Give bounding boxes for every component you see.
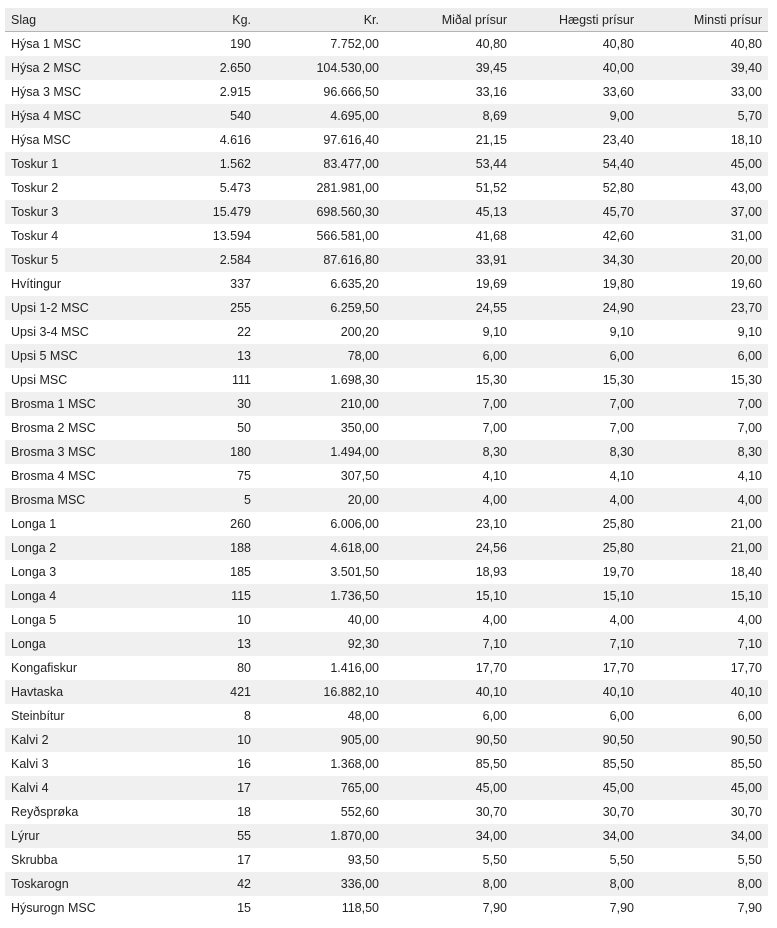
- column-header-species: Slag: [5, 8, 133, 32]
- cell-kr: 1.494,00: [257, 440, 385, 464]
- cell-highest-price: 90,50: [513, 728, 640, 752]
- table-row: [5, 776, 768, 800]
- table-row: [5, 680, 768, 704]
- cell-highest-price: 42,60: [602, 229, 634, 243]
- table-row: [5, 392, 768, 416]
- table-row: [5, 368, 768, 392]
- cell-lowest-price: 43,00: [730, 181, 762, 195]
- cell-average-price: 7,00: [482, 421, 507, 435]
- cell-average-price: 45,00: [385, 776, 513, 800]
- table-row: [5, 464, 768, 488]
- cell-lowest-price: 6,00: [737, 709, 762, 723]
- cell-species: Toskur 5: [5, 248, 133, 272]
- cell-kr: 4.695,00: [257, 104, 385, 128]
- cell-highest-price: 7,00: [513, 392, 640, 416]
- table-row: [5, 536, 768, 560]
- table-row: [5, 32, 768, 57]
- table-row: [5, 896, 768, 920]
- cell-kg: 30: [133, 392, 257, 416]
- cell-lowest-price: 40,80: [730, 37, 762, 51]
- cell-kg: 1.562: [133, 152, 257, 176]
- cell-kg: 180: [133, 440, 257, 464]
- cell-species: Longa 5: [11, 613, 57, 627]
- cell-kr: 83.477,00: [257, 152, 385, 176]
- cell-highest-price: 45,00: [513, 776, 640, 800]
- cell-average-price: 8,69: [385, 104, 513, 128]
- cell-average-price: 7,90: [482, 901, 507, 915]
- cell-species: Toskur 2: [11, 181, 59, 195]
- cell-species: Longa 2: [5, 536, 133, 560]
- cell-lowest-price: 15,10: [640, 584, 768, 608]
- cell-average-price: 15,30: [475, 373, 507, 387]
- cell-lowest-price: 30,70: [730, 805, 762, 819]
- cell-highest-price: 30,70: [602, 805, 634, 819]
- cell-average-price: 8,00: [385, 872, 513, 896]
- cell-highest-price: 8,30: [513, 440, 640, 464]
- cell-kr: 765,00: [257, 776, 385, 800]
- cell-average-price: 7,10: [385, 632, 513, 656]
- cell-highest-price: 25,80: [513, 536, 640, 560]
- cell-average-price: 15,10: [385, 584, 513, 608]
- cell-kg: 80: [237, 661, 251, 675]
- cell-average-price: 53,44: [385, 152, 513, 176]
- cell-species: Hýsa 1 MSC: [11, 37, 82, 51]
- table-row: [5, 848, 768, 872]
- cell-kg: 8: [244, 709, 251, 723]
- table-row: [5, 128, 768, 152]
- cell-lowest-price: 20,00: [640, 248, 768, 272]
- cell-kr: 350,00: [340, 421, 379, 435]
- cell-kg: 13: [133, 632, 257, 656]
- cell-species: Toskur 1: [5, 152, 133, 176]
- cell-species: Hvítingur: [11, 277, 62, 291]
- cell-average-price: 21,15: [475, 133, 507, 147]
- cell-average-price: 40,80: [475, 37, 507, 51]
- cell-lowest-price: 40,10: [640, 680, 768, 704]
- cell-species: Reyðsprøka: [11, 805, 79, 819]
- cell-highest-price: 34,00: [513, 824, 640, 848]
- cell-highest-price: 7,10: [513, 632, 640, 656]
- cell-species: Hýsa MSC: [11, 133, 71, 147]
- cell-highest-price: 40,10: [513, 680, 640, 704]
- cell-species: Hýsa 3 MSC: [11, 85, 82, 99]
- cell-species: Hýsa 4 MSC: [5, 104, 133, 128]
- cell-lowest-price: 8,00: [640, 872, 768, 896]
- cell-species: Brosma 1 MSC: [5, 392, 133, 416]
- cell-kr: 281.981,00: [316, 181, 379, 195]
- cell-lowest-price: 23,70: [640, 296, 768, 320]
- cell-highest-price: 19,80: [602, 277, 634, 291]
- cell-kg: 115: [133, 584, 257, 608]
- cell-average-price: 4,00: [385, 488, 513, 512]
- cell-lowest-price: 5,50: [737, 853, 762, 867]
- cell-highest-price: 4,00: [609, 613, 634, 627]
- cell-average-price: 39,45: [385, 56, 513, 80]
- cell-kr: 93,50: [347, 853, 379, 867]
- cell-average-price: 40,10: [385, 680, 513, 704]
- cell-average-price: 4,00: [482, 613, 507, 627]
- table-row: [5, 344, 768, 368]
- cell-average-price: 34,00: [385, 824, 513, 848]
- cell-species: Toskur 3: [5, 200, 133, 224]
- cell-lowest-price: 34,00: [640, 824, 768, 848]
- cell-kr: 97.616,40: [323, 133, 379, 147]
- cell-highest-price: 19,70: [602, 565, 634, 579]
- cell-lowest-price: 31,00: [730, 229, 762, 243]
- cell-species: Steinbítur: [11, 709, 65, 723]
- cell-highest-price: 9,00: [513, 104, 640, 128]
- cell-kg: 2.584: [133, 248, 257, 272]
- cell-lowest-price: 21,00: [730, 517, 762, 531]
- cell-kg: 15.479: [133, 200, 257, 224]
- cell-highest-price: 7,90: [609, 901, 634, 915]
- table-row: [5, 872, 768, 896]
- cell-kr: 3.501,50: [330, 565, 379, 579]
- cell-kg: 185: [230, 565, 251, 579]
- cell-species: Kongafiskur: [11, 661, 78, 675]
- table-row: [5, 272, 768, 296]
- cell-kr: 1.416,00: [330, 661, 379, 675]
- cell-highest-price: 4,10: [609, 469, 634, 483]
- table-row: [5, 704, 768, 728]
- cell-average-price: 41,68: [475, 229, 507, 243]
- cell-lowest-price: 18,10: [730, 133, 762, 147]
- table-row: [5, 752, 768, 776]
- cell-lowest-price: 4,10: [737, 469, 762, 483]
- cell-kr: 1.698,30: [330, 373, 379, 387]
- cell-kr: 6.006,00: [330, 517, 379, 531]
- cell-kr: 307,50: [340, 469, 379, 483]
- cell-species: Upsi 5 MSC: [5, 344, 133, 368]
- cell-species: Kalvi 3: [11, 757, 49, 771]
- cell-species: Lýrur: [5, 824, 133, 848]
- cell-highest-price: 4,00: [513, 488, 640, 512]
- cell-kr: 118,50: [341, 901, 379, 915]
- cell-lowest-price: 17,70: [730, 661, 762, 675]
- cell-kr: 200,20: [340, 325, 379, 339]
- cell-kg: 55: [133, 824, 257, 848]
- cell-highest-price: 40,00: [513, 56, 640, 80]
- column-header-kg: Kg.: [133, 8, 257, 32]
- cell-highest-price: 7,00: [609, 421, 634, 435]
- cell-species: Longa 4: [5, 584, 133, 608]
- cell-highest-price: 17,70: [602, 661, 634, 675]
- cell-kg: 42: [133, 872, 257, 896]
- cell-average-price: 17,70: [475, 661, 507, 675]
- column-header-highest-price: Hægsti prísur: [513, 8, 640, 32]
- table-row: [5, 656, 768, 680]
- cell-kg: 17: [133, 776, 257, 800]
- cell-kr: 6.635,20: [330, 277, 379, 291]
- cell-highest-price: 24,90: [513, 296, 640, 320]
- cell-lowest-price: 4,00: [737, 613, 762, 627]
- cell-kg: 540: [133, 104, 257, 128]
- cell-kg: 75: [237, 469, 251, 483]
- cell-species: Brosma MSC: [5, 488, 133, 512]
- table-row: [5, 224, 768, 248]
- cell-lowest-price: 4,00: [640, 488, 768, 512]
- cell-lowest-price: 21,00: [640, 536, 768, 560]
- cell-kg: 111: [231, 373, 251, 387]
- cell-kg: 17: [237, 853, 251, 867]
- table-header-row: [5, 8, 768, 32]
- cell-kg: 188: [133, 536, 257, 560]
- table-row: [5, 104, 768, 128]
- cell-species: Havtaska: [5, 680, 133, 704]
- cell-kg: 50: [237, 421, 251, 435]
- cell-average-price: 9,10: [482, 325, 507, 339]
- cell-lowest-price: 15,30: [730, 373, 762, 387]
- cell-highest-price: 6,00: [513, 344, 640, 368]
- cell-species: Kalvi 4: [5, 776, 133, 800]
- column-header-kr: Kr.: [257, 8, 385, 32]
- table-row: [5, 608, 768, 632]
- cell-highest-price: 5,50: [609, 853, 634, 867]
- table-row: [5, 176, 768, 200]
- table-row: [5, 320, 768, 344]
- table-row: [5, 440, 768, 464]
- table-row: [5, 248, 768, 272]
- table-row: [5, 824, 768, 848]
- cell-kr: 16.882,10: [257, 680, 385, 704]
- cell-highest-price: 52,80: [602, 181, 634, 195]
- cell-average-price: 45,13: [385, 200, 513, 224]
- cell-highest-price: 9,10: [609, 325, 634, 339]
- cell-species: Upsi MSC: [11, 373, 68, 387]
- cell-highest-price: 8,00: [513, 872, 640, 896]
- cell-kr: 1.368,00: [330, 757, 379, 771]
- table-row: [5, 728, 768, 752]
- cell-highest-price: 15,30: [602, 373, 634, 387]
- cell-kr: 78,00: [257, 344, 385, 368]
- cell-highest-price: 33,60: [602, 85, 634, 99]
- cell-kg: 2.650: [133, 56, 257, 80]
- cell-average-price: 90,50: [385, 728, 513, 752]
- cell-species: Brosma 2 MSC: [11, 421, 96, 435]
- cell-kg: 10: [133, 728, 257, 752]
- cell-lowest-price: 37,00: [640, 200, 768, 224]
- cell-kg: 190: [230, 37, 251, 51]
- column-header-average-price: Miðal prísur: [385, 8, 513, 32]
- cell-species: Hýsurogn MSC: [11, 901, 96, 915]
- cell-kg: 5: [133, 488, 257, 512]
- cell-kg: 5.473: [219, 181, 251, 195]
- cell-lowest-price: 90,50: [640, 728, 768, 752]
- cell-average-price: 18,93: [475, 565, 507, 579]
- table-row: [5, 296, 768, 320]
- table-row: [5, 512, 768, 536]
- cell-kg: 260: [230, 517, 251, 531]
- cell-lowest-price: 45,00: [640, 152, 768, 176]
- cell-lowest-price: 5,70: [640, 104, 768, 128]
- cell-kg: 22: [237, 325, 251, 339]
- cell-kg: 4.616: [219, 133, 251, 147]
- table-row: [5, 200, 768, 224]
- cell-kr: 87.616,80: [257, 248, 385, 272]
- cell-average-price: 5,50: [482, 853, 507, 867]
- table-row: [5, 80, 768, 104]
- cell-lowest-price: 6,00: [640, 344, 768, 368]
- cell-kr: 48,00: [347, 709, 379, 723]
- cell-lowest-price: 9,10: [737, 325, 762, 339]
- cell-highest-price: 15,10: [513, 584, 640, 608]
- cell-kg: 13: [133, 344, 257, 368]
- cell-highest-price: 25,80: [602, 517, 634, 531]
- cell-lowest-price: 39,40: [640, 56, 768, 80]
- cell-kr: 96.666,50: [323, 85, 379, 99]
- cell-lowest-price: 7,00: [640, 392, 768, 416]
- price-table-container: [5, 8, 768, 920]
- cell-kr: 20,00: [257, 488, 385, 512]
- cell-kr: 905,00: [257, 728, 385, 752]
- cell-average-price: 6,00: [385, 344, 513, 368]
- table-row: [5, 560, 768, 584]
- cell-lowest-price: 7,90: [737, 901, 762, 915]
- cell-kr: 698.560,30: [257, 200, 385, 224]
- cell-highest-price: 54,40: [513, 152, 640, 176]
- cell-lowest-price: 7,10: [640, 632, 768, 656]
- cell-kg: 16: [237, 757, 251, 771]
- cell-kr: 566.581,00: [316, 229, 379, 243]
- cell-kr: 40,00: [347, 613, 379, 627]
- column-header-lowest-price: Minsti prísur: [640, 8, 768, 32]
- cell-average-price: 4,10: [482, 469, 507, 483]
- cell-kg: 18: [237, 805, 251, 819]
- cell-average-price: 6,00: [482, 709, 507, 723]
- cell-species: Brosma 3 MSC: [5, 440, 133, 464]
- cell-kr: 336,00: [257, 872, 385, 896]
- cell-average-price: 33,16: [475, 85, 507, 99]
- cell-lowest-price: 33,00: [730, 85, 762, 99]
- cell-kr: 1.870,00: [257, 824, 385, 848]
- table-row: [5, 56, 768, 80]
- cell-average-price: 33,91: [385, 248, 513, 272]
- cell-average-price: 24,56: [385, 536, 513, 560]
- cell-highest-price: 45,70: [513, 200, 640, 224]
- cell-kr: 552,60: [340, 805, 379, 819]
- cell-average-price: 7,00: [385, 392, 513, 416]
- cell-kg: 15: [237, 901, 251, 915]
- cell-kr: 1.736,50: [257, 584, 385, 608]
- table-row: [5, 488, 768, 512]
- cell-kr: 6.259,50: [257, 296, 385, 320]
- cell-species: Longa: [5, 632, 133, 656]
- cell-average-price: 30,70: [475, 805, 507, 819]
- cell-kr: 92,30: [257, 632, 385, 656]
- cell-species: Upsi 1-2 MSC: [5, 296, 133, 320]
- cell-highest-price: 6,00: [609, 709, 634, 723]
- cell-lowest-price: 45,00: [640, 776, 768, 800]
- cell-species: Kalvi 2: [5, 728, 133, 752]
- cell-highest-price: 23,40: [602, 133, 634, 147]
- cell-average-price: 19,69: [475, 277, 507, 291]
- table-row: [5, 584, 768, 608]
- cell-average-price: 24,55: [385, 296, 513, 320]
- cell-species: Toskur 4: [11, 229, 59, 243]
- cell-kg: 255: [133, 296, 257, 320]
- cell-species: Longa 1: [11, 517, 57, 531]
- cell-average-price: 51,52: [475, 181, 507, 195]
- cell-average-price: 8,30: [385, 440, 513, 464]
- table-row: [5, 152, 768, 176]
- table-row: [5, 800, 768, 824]
- cell-species: Skrubba: [11, 853, 58, 867]
- cell-lowest-price: 19,60: [730, 277, 762, 291]
- cell-species: Hýsa 2 MSC: [5, 56, 133, 80]
- cell-kg: 337: [230, 277, 251, 291]
- table-body: [5, 32, 768, 921]
- cell-highest-price: 40,80: [602, 37, 634, 51]
- cell-lowest-price: 7,00: [737, 421, 762, 435]
- cell-species: Upsi 3-4 MSC: [11, 325, 89, 339]
- cell-kr: 4.618,00: [257, 536, 385, 560]
- cell-lowest-price: 85,50: [730, 757, 762, 771]
- cell-lowest-price: 18,40: [730, 565, 762, 579]
- cell-species: Toskarogn: [5, 872, 133, 896]
- cell-kg: 2.915: [219, 85, 251, 99]
- cell-kg: 421: [133, 680, 257, 704]
- cell-highest-price: 34,30: [513, 248, 640, 272]
- cell-kg: 10: [237, 613, 251, 627]
- table-row: [5, 632, 768, 656]
- fish-price-table: [5, 8, 768, 920]
- cell-species: Longa 3: [11, 565, 57, 579]
- cell-kr: 7.752,00: [330, 37, 379, 51]
- table-row: [5, 416, 768, 440]
- cell-kr: 104.530,00: [257, 56, 385, 80]
- cell-average-price: 85,50: [475, 757, 507, 771]
- cell-species: Brosma 4 MSC: [11, 469, 96, 483]
- cell-kg: 13.594: [212, 229, 251, 243]
- cell-kr: 210,00: [257, 392, 385, 416]
- cell-lowest-price: 8,30: [640, 440, 768, 464]
- cell-highest-price: 85,50: [602, 757, 634, 771]
- cell-average-price: 23,10: [475, 517, 507, 531]
